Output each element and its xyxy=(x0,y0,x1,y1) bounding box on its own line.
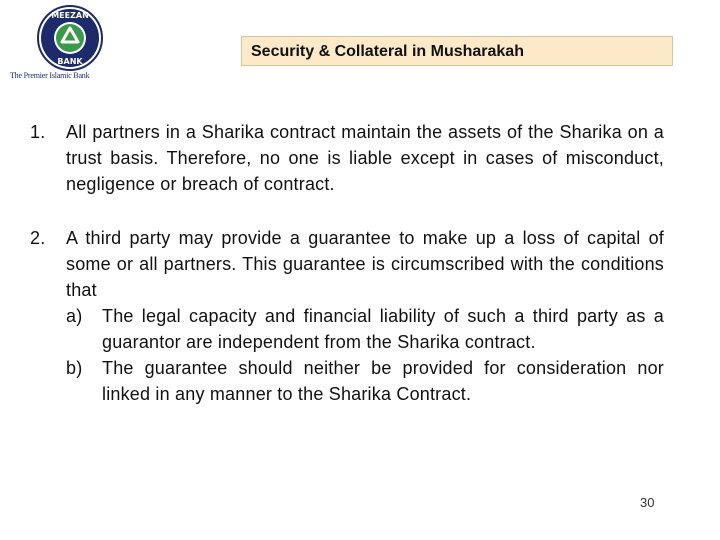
svg-text:BANK: BANK xyxy=(57,57,83,66)
list-item-number: 1. xyxy=(30,122,46,142)
sub-item-a xyxy=(66,303,664,355)
bank-logo xyxy=(6,4,124,84)
sub-item-text: The guarantee should neither be provided for consideration nor linked in any manner to the Sharika Contract. xyxy=(102,358,664,404)
sub-item-b xyxy=(66,355,664,407)
slide-content xyxy=(30,119,664,435)
meezan-logo-icon xyxy=(36,4,104,72)
sub-item-text: The legal capacity and financial liability of such a third party as a guarantor are independent from the Sharika contract. xyxy=(102,306,664,352)
list-item-text: A third party may provide a guarantee to make up a loss of capital of some or all partners. This guarantee is circumscribed with the conditions that xyxy=(66,228,664,300)
slide-title-bar xyxy=(241,36,673,66)
logo-tagline: The Premier Islamic Bank xyxy=(10,71,90,80)
sub-item-label: b) xyxy=(66,358,83,378)
page-number: 30 xyxy=(640,495,655,510)
sub-item-label: a) xyxy=(66,306,83,326)
list-item-number: 2. xyxy=(30,228,46,248)
list-item-body xyxy=(66,225,664,407)
list-item-1 xyxy=(30,119,664,197)
svg-text:MEEZAN: MEEZAN xyxy=(51,11,89,20)
list-item-text: All partners in a Sharika contract maintain the assets of the Sharika on a trust basis. Therefore, no one is liable except in cases of misconduct, negligence or breach of contract. xyxy=(66,122,664,194)
slide-title: Security & Collateral in Musharakah xyxy=(251,43,524,60)
list-item-2 xyxy=(30,225,664,407)
